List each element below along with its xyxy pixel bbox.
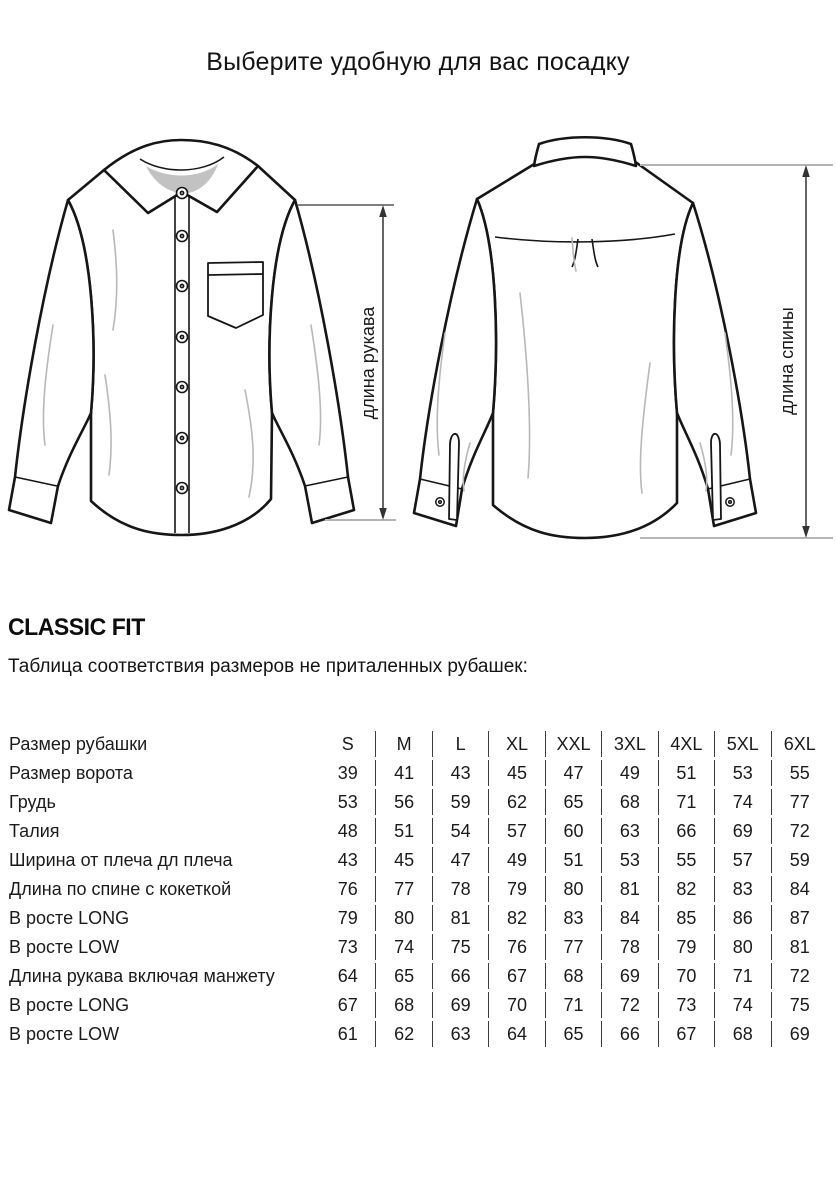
size-cell: XXL [546,731,602,757]
size-cell: 57 [489,818,545,844]
size-cell: 69 [602,963,658,989]
table-row [8,934,828,960]
size-cell: 77 [376,876,432,902]
size-cell: 67 [320,992,376,1018]
size-cell: 72 [789,820,810,841]
size-cell: 87 [789,907,810,928]
size-cell: 55 [659,847,715,873]
size-cell: 53 [602,847,658,873]
size-cell: 82 [489,905,545,931]
size-cell: 43 [433,760,489,786]
size-cell: 4XL [659,731,715,757]
size-cell: 68 [376,992,432,1018]
size-cell: 43 [320,847,376,873]
size-cell: 78 [602,934,658,960]
size-cell: 77 [789,791,810,812]
size-cell: 45 [376,847,432,873]
table-row [8,731,828,757]
size-cell: 71 [715,963,771,989]
back-length-arrow [630,155,836,550]
row-label: В росте LONG [9,994,130,1015]
table-row [8,963,828,989]
size-cell: 70 [489,992,545,1018]
size-cell: 86 [715,905,771,931]
size-cell: 85 [659,905,715,931]
sleeve-length-arrow [270,195,400,530]
size-cell: 80 [376,905,432,931]
size-cell: 79 [659,934,715,960]
size-cell: 62 [489,789,545,815]
page-title: Выберите удобную для вас посадку [206,48,630,76]
size-cell: 73 [659,992,715,1018]
size-cell: 66 [602,1021,658,1047]
row-label: Размер рубашки [9,733,148,754]
size-cell: 39 [320,760,376,786]
size-cell: 59 [433,789,489,815]
size-cell: 65 [376,963,432,989]
size-cell: 72 [789,965,810,986]
size-cell: 59 [789,849,810,870]
size-cell: 75 [789,994,810,1015]
size-cell: 79 [320,905,376,931]
row-label: Длина рукава включая манжету [9,965,275,986]
size-cell: 79 [489,876,545,902]
size-cell: XL [489,731,545,757]
size-cell: 45 [489,760,545,786]
size-cell: 49 [489,847,545,873]
table-row [8,818,828,844]
size-cell: 65 [546,789,602,815]
size-cell: 80 [715,934,771,960]
row-label: Длина по спине с кокеткой [9,878,232,899]
front-pocket [208,262,263,328]
size-cell: M [376,731,432,757]
size-cell: 62 [376,1021,432,1047]
size-cell: 77 [546,934,602,960]
size-cell: 47 [433,847,489,873]
size-cell: 66 [659,818,715,844]
size-cell: 53 [715,760,771,786]
size-cell: 51 [376,818,432,844]
size-cell: 72 [602,992,658,1018]
size-cell: 84 [602,905,658,931]
size-cell: 6XL [783,733,816,754]
size-cell: 76 [320,876,376,902]
row-label: В росте LOW [9,936,120,957]
size-cell: 70 [659,963,715,989]
size-cell: 65 [546,1021,602,1047]
table-row [8,1021,828,1047]
table-row [8,789,828,815]
size-cell: 51 [659,760,715,786]
size-cell: 63 [602,818,658,844]
size-cell: 78 [433,876,489,902]
size-cell: 74 [715,992,771,1018]
size-cell: 64 [320,963,376,989]
sleeve-length-label: длина рукава [358,306,378,420]
size-cell: 63 [433,1021,489,1047]
size-cell: 68 [602,789,658,815]
size-cell: 60 [546,818,602,844]
row-label: Грудь [9,791,56,812]
size-cell: 73 [320,934,376,960]
size-cell: 3XL [602,731,658,757]
row-label: Размер ворота [9,762,133,783]
size-cell: 71 [546,992,602,1018]
size-cell: 53 [320,789,376,815]
row-label: В росте LOW [9,1023,120,1044]
size-cell: 69 [433,992,489,1018]
size-cell: 64 [489,1021,545,1047]
table-row [8,847,828,873]
size-cell: L [433,731,489,757]
size-cell: 48 [320,818,376,844]
back-length-label: длина спины [777,307,797,415]
size-cell: 69 [715,818,771,844]
size-cell: 74 [376,934,432,960]
size-cell: 76 [489,934,545,960]
size-table-body [8,731,828,1047]
size-cell: 80 [546,876,602,902]
size-cell: 66 [433,963,489,989]
size-cell: 83 [546,905,602,931]
size-cell: 55 [789,762,810,783]
size-cell: 68 [546,963,602,989]
front-left-sleeve [9,200,93,523]
size-cell: 74 [715,789,771,815]
size-cell: 75 [433,934,489,960]
fit-subtitle: Таблица соответствия размеров не приталенных рубашек: [8,656,528,677]
size-cell: 54 [433,818,489,844]
size-cell: S [320,731,376,757]
size-cell: 81 [602,876,658,902]
row-label: В росте LONG [9,907,130,928]
size-cell: 84 [789,878,810,899]
size-cell: 57 [715,847,771,873]
table-row [8,760,828,786]
size-cell: 82 [659,876,715,902]
table-row [8,876,828,902]
size-cell: 51 [546,847,602,873]
size-cell: 68 [715,1021,771,1047]
size-cell: 81 [433,905,489,931]
size-cell: 81 [789,936,810,957]
fit-heading: CLASSIC FIT [8,614,145,641]
size-cell: 71 [659,789,715,815]
size-cell: 56 [376,789,432,815]
size-cell: 5XL [715,731,771,757]
size-cell: 69 [789,1023,810,1044]
size-cell: 41 [376,760,432,786]
size-cell: 61 [320,1021,376,1047]
size-cell: 67 [489,963,545,989]
size-table [8,728,828,1050]
size-cell: 67 [659,1021,715,1047]
table-row [8,992,828,1018]
row-label: Ширина от плеча дл плеча [9,849,233,870]
size-cell: 47 [546,760,602,786]
size-cell: 49 [602,760,658,786]
table-row [8,905,828,931]
size-cell: 83 [715,876,771,902]
row-label: Талия [9,820,60,841]
